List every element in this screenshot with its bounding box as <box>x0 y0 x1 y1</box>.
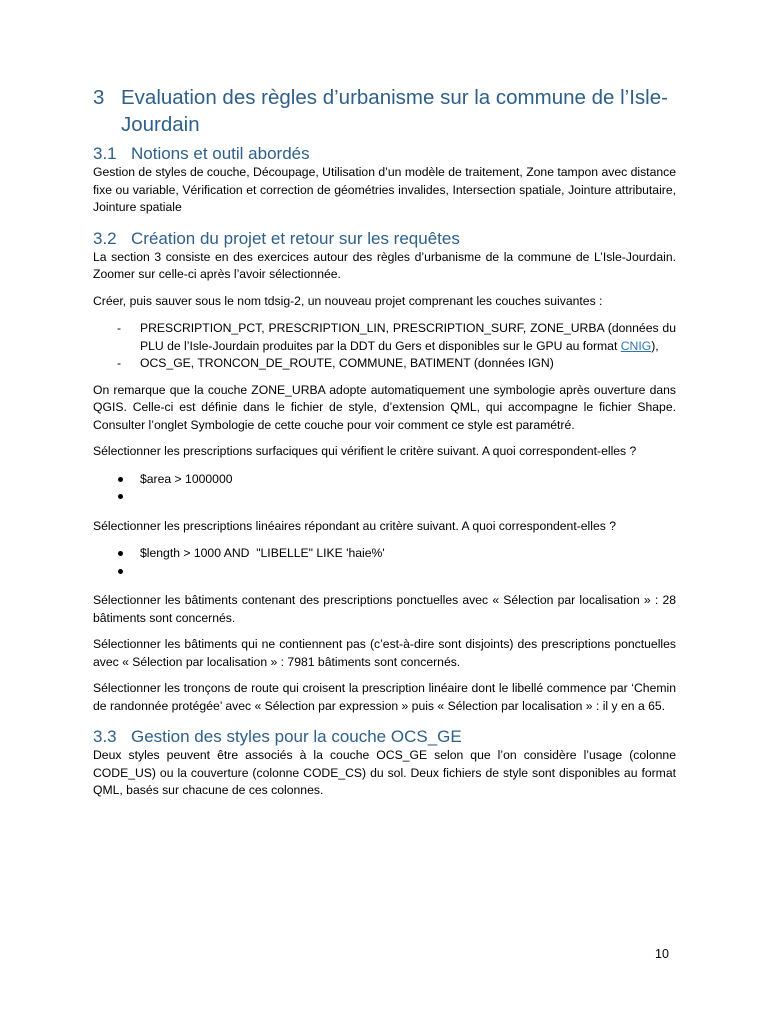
list-item-end: ), <box>651 338 659 353</box>
paragraph: Créer, puis sauver sous le nom tdsig-2, un nouveau projet comprenant les couches suivantes : <box>93 293 603 308</box>
cnig-link[interactable]: CNIG <box>620 338 652 353</box>
chapter-number: 3 <box>93 86 105 109</box>
paragraph: Sélectionner les bâtiments contenant des prescriptions ponctuelles avec « Sélection par localisation » : 28 bâtiments sont concernés. <box>93 593 676 625</box>
bullet-list <box>93 545 676 580</box>
list-item <box>93 488 676 506</box>
list-item <box>93 320 676 355</box>
layer-list <box>93 320 676 373</box>
bullet-icon <box>118 477 123 482</box>
paragraph: Sélectionner les prescriptions linéaires répondant au critère suivant. A quoi correspondent-elles ? <box>93 518 617 533</box>
list-item <box>93 355 676 373</box>
section-3-3-heading <box>93 727 676 747</box>
section-title: Notions et outil abordés <box>131 144 310 163</box>
page-content <box>93 84 676 800</box>
paragraph: La section 3 consiste en des exercices autour des règles d’urbanisme de la commune de L’Isle-Jourdain. Zoomer sur celle-ci après l’avoir sélectionnée. <box>93 249 676 281</box>
bullet-list <box>93 471 676 506</box>
paragraph: On remarque que la couche ZONE_URBA adopte automatiquement une symbologie après ouverture dans QGIS. Celle-ci est définie dans le fichier de style, d’extension QML, qui accompagne le fichier Shape. Consulter l’onglet Symbologie de cette couche pour voir comment ce style est paramétré. <box>93 382 676 432</box>
paragraph: Sélectionner les tronçons de route qui croisent la prescription linéaire dont le libellé commence par ‘Chemin de randonnée protégée’ avec « Sélection par expression » puis « Sélection par localisation » : il y en a 65. <box>93 681 676 713</box>
section-3-3-text: Deux styles peuvent être associés à la couche OCS_GE selon que l’on considère l’usage (colonne CODE_US) ou la couverture (colonne CODE_CS) du sol. Deux fichiers de style sont disponibles au format QML, basés sur chacune de ces colonnes. <box>93 748 676 797</box>
section-number: 3.2 <box>93 228 117 248</box>
section-number: 3.1 <box>93 144 117 163</box>
list-item <box>93 545 676 563</box>
list-item-text: $length > 1000 AND "LIBELLE" LIKE 'haie%' <box>140 546 385 560</box>
chapter-title: Evaluation des règles d’urbanisme sur la commune de l’Isle-Jourdain <box>121 86 668 136</box>
dash-marker: - <box>117 356 122 370</box>
section-3-1-heading <box>93 144 676 164</box>
section-3-2-heading <box>93 229 676 249</box>
section-number: 3.3 <box>93 727 117 746</box>
chapter-heading <box>93 84 676 138</box>
list-item <box>93 563 676 581</box>
paragraph: Sélectionner les prescriptions surfaciques qui vérifient le critère suivant. A quoi correspondent-elles ? <box>93 444 637 458</box>
list-item-text: OCS_GE, TRONCON_DE_ROUTE, COMMUNE, BATIMENT (données IGN) <box>140 356 554 370</box>
page-number: 10 <box>655 947 669 961</box>
list-item-text: $area > 1000000 <box>140 471 233 486</box>
paragraph: Sélectionner les bâtiments qui ne contiennent pas (c’est-à-dire sont disjoints) des prescriptions ponctuelles avec « Sélection par localisation » : 7981 bâtiments sont concernés. <box>93 637 676 669</box>
bullet-icon <box>118 551 123 556</box>
section-title: Création du projet et retour sur les requêtes <box>131 228 460 248</box>
section-title: Gestion des styles pour la couche OCS_GE <box>131 727 462 746</box>
dash-marker: - <box>117 321 122 335</box>
section-3-1-text: Gestion de styles de couche, Découpage, Utilisation d’un modèle de traitement, Zone tampon avec distance fixe ou variable, Vérification et correction de géométries invalides, Intersection spatiale, Jointure attributaire, Jointure spatiale <box>93 165 676 214</box>
bullet-icon <box>118 569 123 574</box>
bullet-icon <box>118 494 123 499</box>
list-item <box>93 471 676 489</box>
list-item-text: PRESCRIPTION_PCT, PRESCRIPTION_LIN, PRESCRIPTION_SURF, ZONE_URBA (données du PLU de l’Isle-Jourdain produites par la DDT du Gers et disponibles sur le GPU au format <box>140 321 676 353</box>
